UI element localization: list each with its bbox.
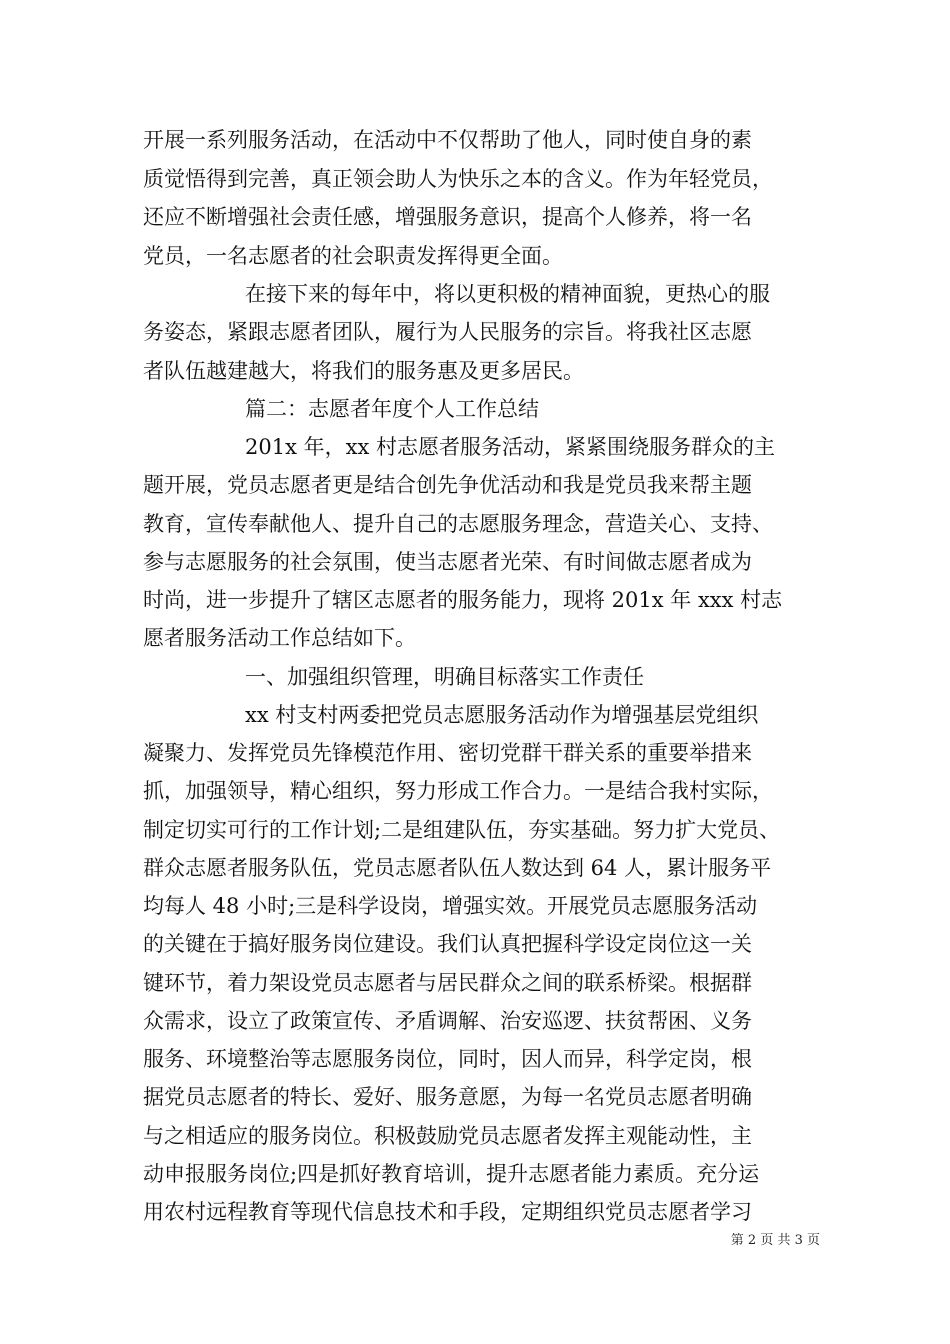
text-line: 的关键在于搞好服务岗位建设。我们认真把握科学设定岗位这一关 — [143, 932, 752, 956]
text-line: 凝聚力、发挥党员先锋模范作用、密切党群干群关系的重要举措来 — [143, 741, 752, 765]
page-number: 第 2 页 共 3 页 — [730, 1233, 820, 1248]
text-line: 质觉悟得到完善，真正领会助人为快乐之本的含义。作为年轻党员， — [143, 167, 773, 191]
text-line: 在接下来的每年中，将以更积极的精神面貌，更热心的服 — [245, 282, 770, 306]
text-line: 抓，加强领导，精心组织，努力形成工作合力。一是结合我村实际， — [143, 779, 773, 803]
text-line: 据党员志愿者的特长、爱好、服务意愿，为每一名党员志愿者明确 — [143, 1085, 752, 1109]
text-line: 动申报服务岗位;四是抓好教育培训，提升志愿者能力素质。充分运 — [143, 1162, 760, 1186]
text-line: 参与志愿服务的社会氛围，使当志愿者光荣、有时间做志愿者成为 — [143, 550, 752, 574]
text-line: 键环节，着力架设党员志愿者与居民群众之间的联系桥梁。根据群 — [143, 971, 752, 995]
text-line: 者队伍越建越大，将我们的服务惠及更多居民。 — [143, 359, 584, 383]
subsection-heading: 一、加强组织管理，明确目标落实工作责任 — [245, 665, 644, 689]
text-line: 用农村远程教育等现代信息技术和手段，定期组织党员志愿者学习 — [143, 1200, 752, 1224]
text-line: 众需求，设立了政策宣传、矛盾调解、治安巡逻、扶贫帮困、义务 — [143, 1009, 752, 1033]
text-line: 制定切实可行的工作计划;二是组建队伍，夯实基础。努力扩大党员、 — [143, 818, 781, 842]
text-line: 务姿态，紧跟志愿者团队，履行为人民服务的宗旨。将我社区志愿 — [143, 320, 752, 344]
text-line: 还应不断增强社会责任感，增强服务意识，提高个人修养，将一名 — [143, 205, 752, 229]
text-line: xx 村支村两委把党员志愿服务活动作为增强基层党组织 — [245, 703, 759, 727]
section-heading: 篇二：志愿者年度个人工作总结 — [245, 397, 539, 421]
text-line: 题开展，党员志愿者更是结合创先争优活动和我是党员我来帮主题 — [143, 473, 752, 497]
text-line: 群众志愿者服务队伍，党员志愿者队伍人数达到 64 人，累计服务平 — [143, 856, 772, 880]
text-line: 均每人 48 小时;三是科学设岗，增强实效。开展党员志愿服务活动 — [143, 894, 758, 918]
text-line: 201x 年，xx 村志愿者服务活动，紧紧围绕服务群众的主 — [245, 435, 775, 459]
text-line: 时尚，进一步提升了辖区志愿者的服务能力，现将 201x 年 xxx 村志 — [143, 588, 783, 612]
text-line: 开展一系列服务活动，在活动中不仅帮助了他人，同时使自身的素 — [143, 128, 752, 152]
text-line: 愿者服务活动工作总结如下。 — [143, 626, 416, 650]
text-line: 党员，一名志愿者的社会职责发挥得更全面。 — [143, 244, 563, 268]
text-line: 教育，宣传奉献他人、提升自己的志愿服务理念，营造关心、支持、 — [143, 512, 773, 536]
text-line: 服务、环境整治等志愿服务岗位，同时，因人而异，科学定岗，根 — [143, 1047, 752, 1071]
text-line: 与之相适应的服务岗位。积极鼓励党员志愿者发挥主观能动性，主 — [143, 1124, 752, 1148]
